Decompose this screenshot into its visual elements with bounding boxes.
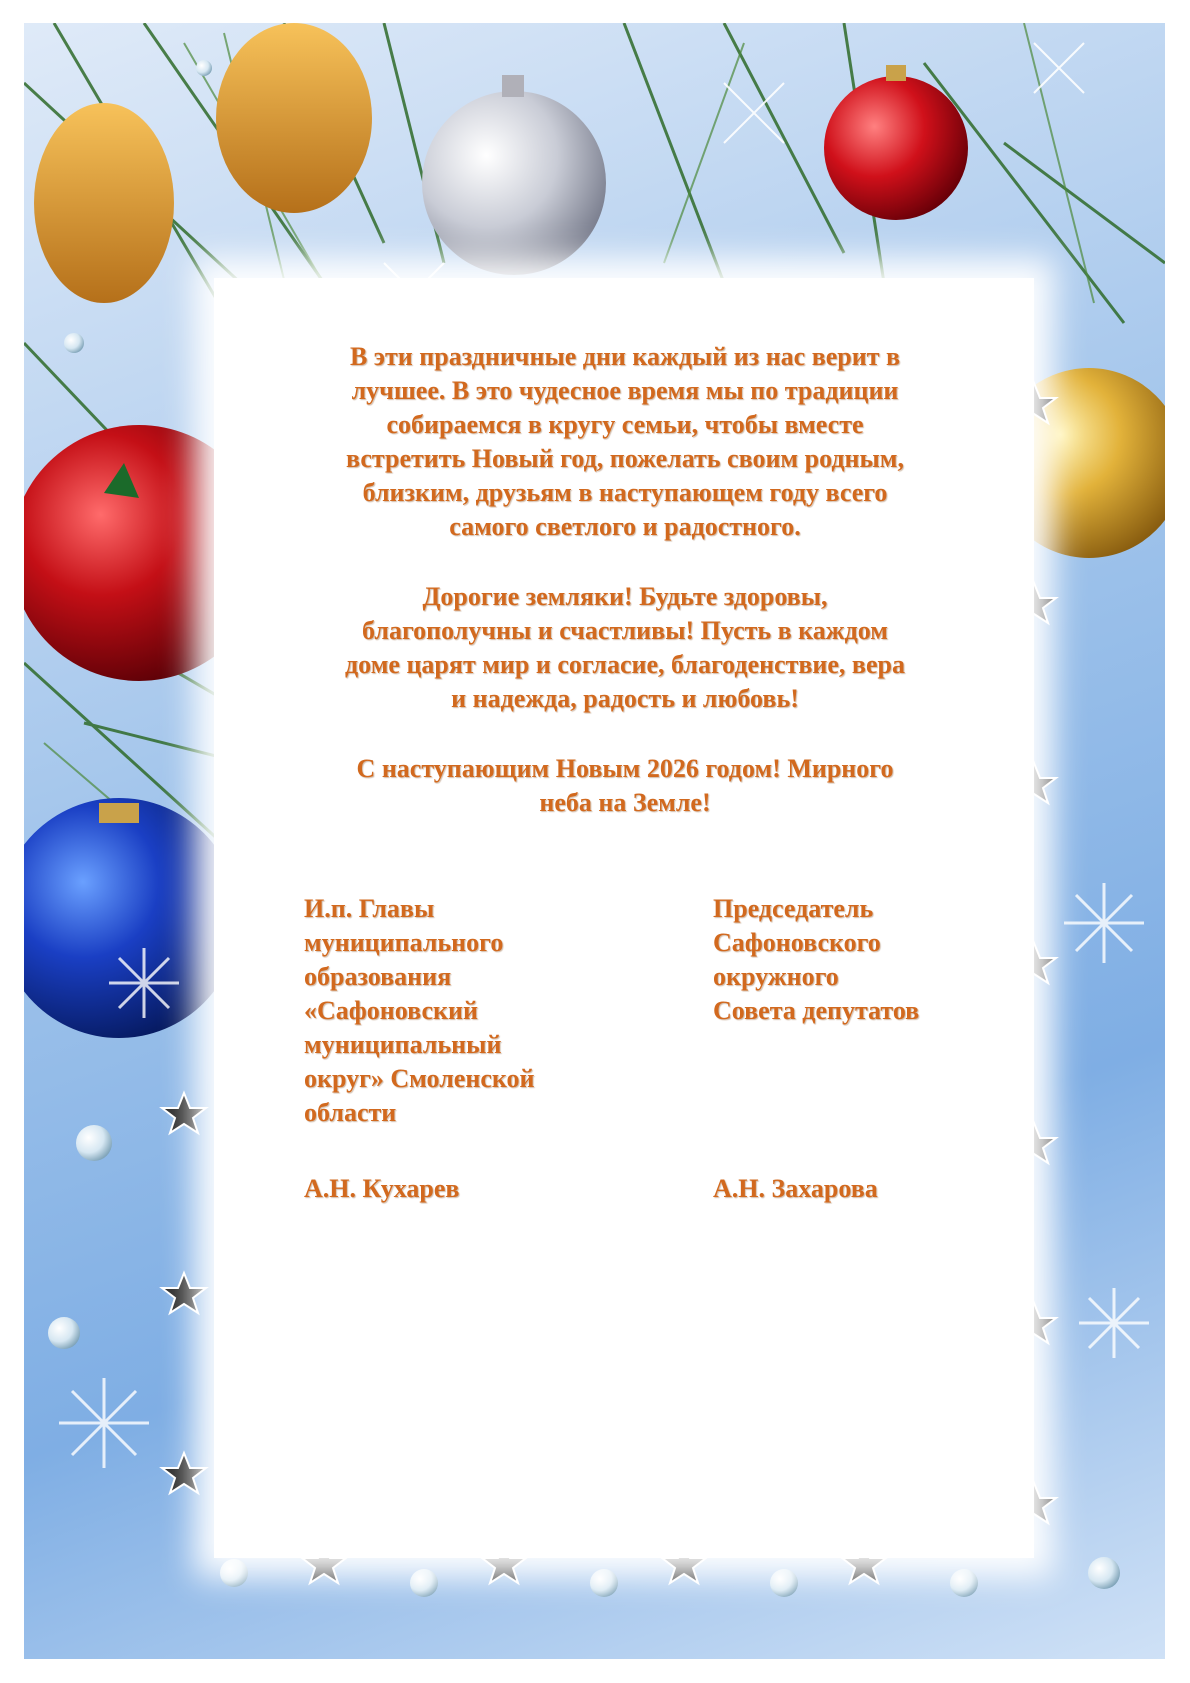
greeting-paragraph-2: Дорогие земляки! Будьте здоровы, благополучны и счастливы! Пусть в каждом доме царят мир и согласие, благоденствие, вера и надежда, радость и любовь! xyxy=(345,582,905,713)
christmas-ball-icon xyxy=(824,76,968,220)
signature-left-title: И.п. Главы муниципального образования «Сафоновский муниципальный округ» Смоленской области xyxy=(304,894,535,1127)
christmas-ball-icon xyxy=(422,91,606,275)
christmas-frame xyxy=(24,23,1165,1659)
greeting-paragraph-1: В эти праздничные дни каждый из нас верит в лучшее. В это чудесное время мы по традиции собираемся в кругу семьи, чтобы вместе встретить Новый год, пожелать своим родным, близким, друзьям в наступающем году всего самого светлого и радостного. xyxy=(346,342,904,541)
signature-left-name: А.Н. Кухарев xyxy=(304,1174,460,1203)
signature-right-title: Председатель Сафоновского окружного Совета депутатов xyxy=(713,894,920,1025)
greeting-paragraph-3: С наступающим Новым 2026 годом! Мирного неба на Земле! xyxy=(356,754,894,817)
christmas-ball-icon xyxy=(24,798,239,1038)
signature-right-name: А.Н. Захарова xyxy=(713,1174,878,1203)
